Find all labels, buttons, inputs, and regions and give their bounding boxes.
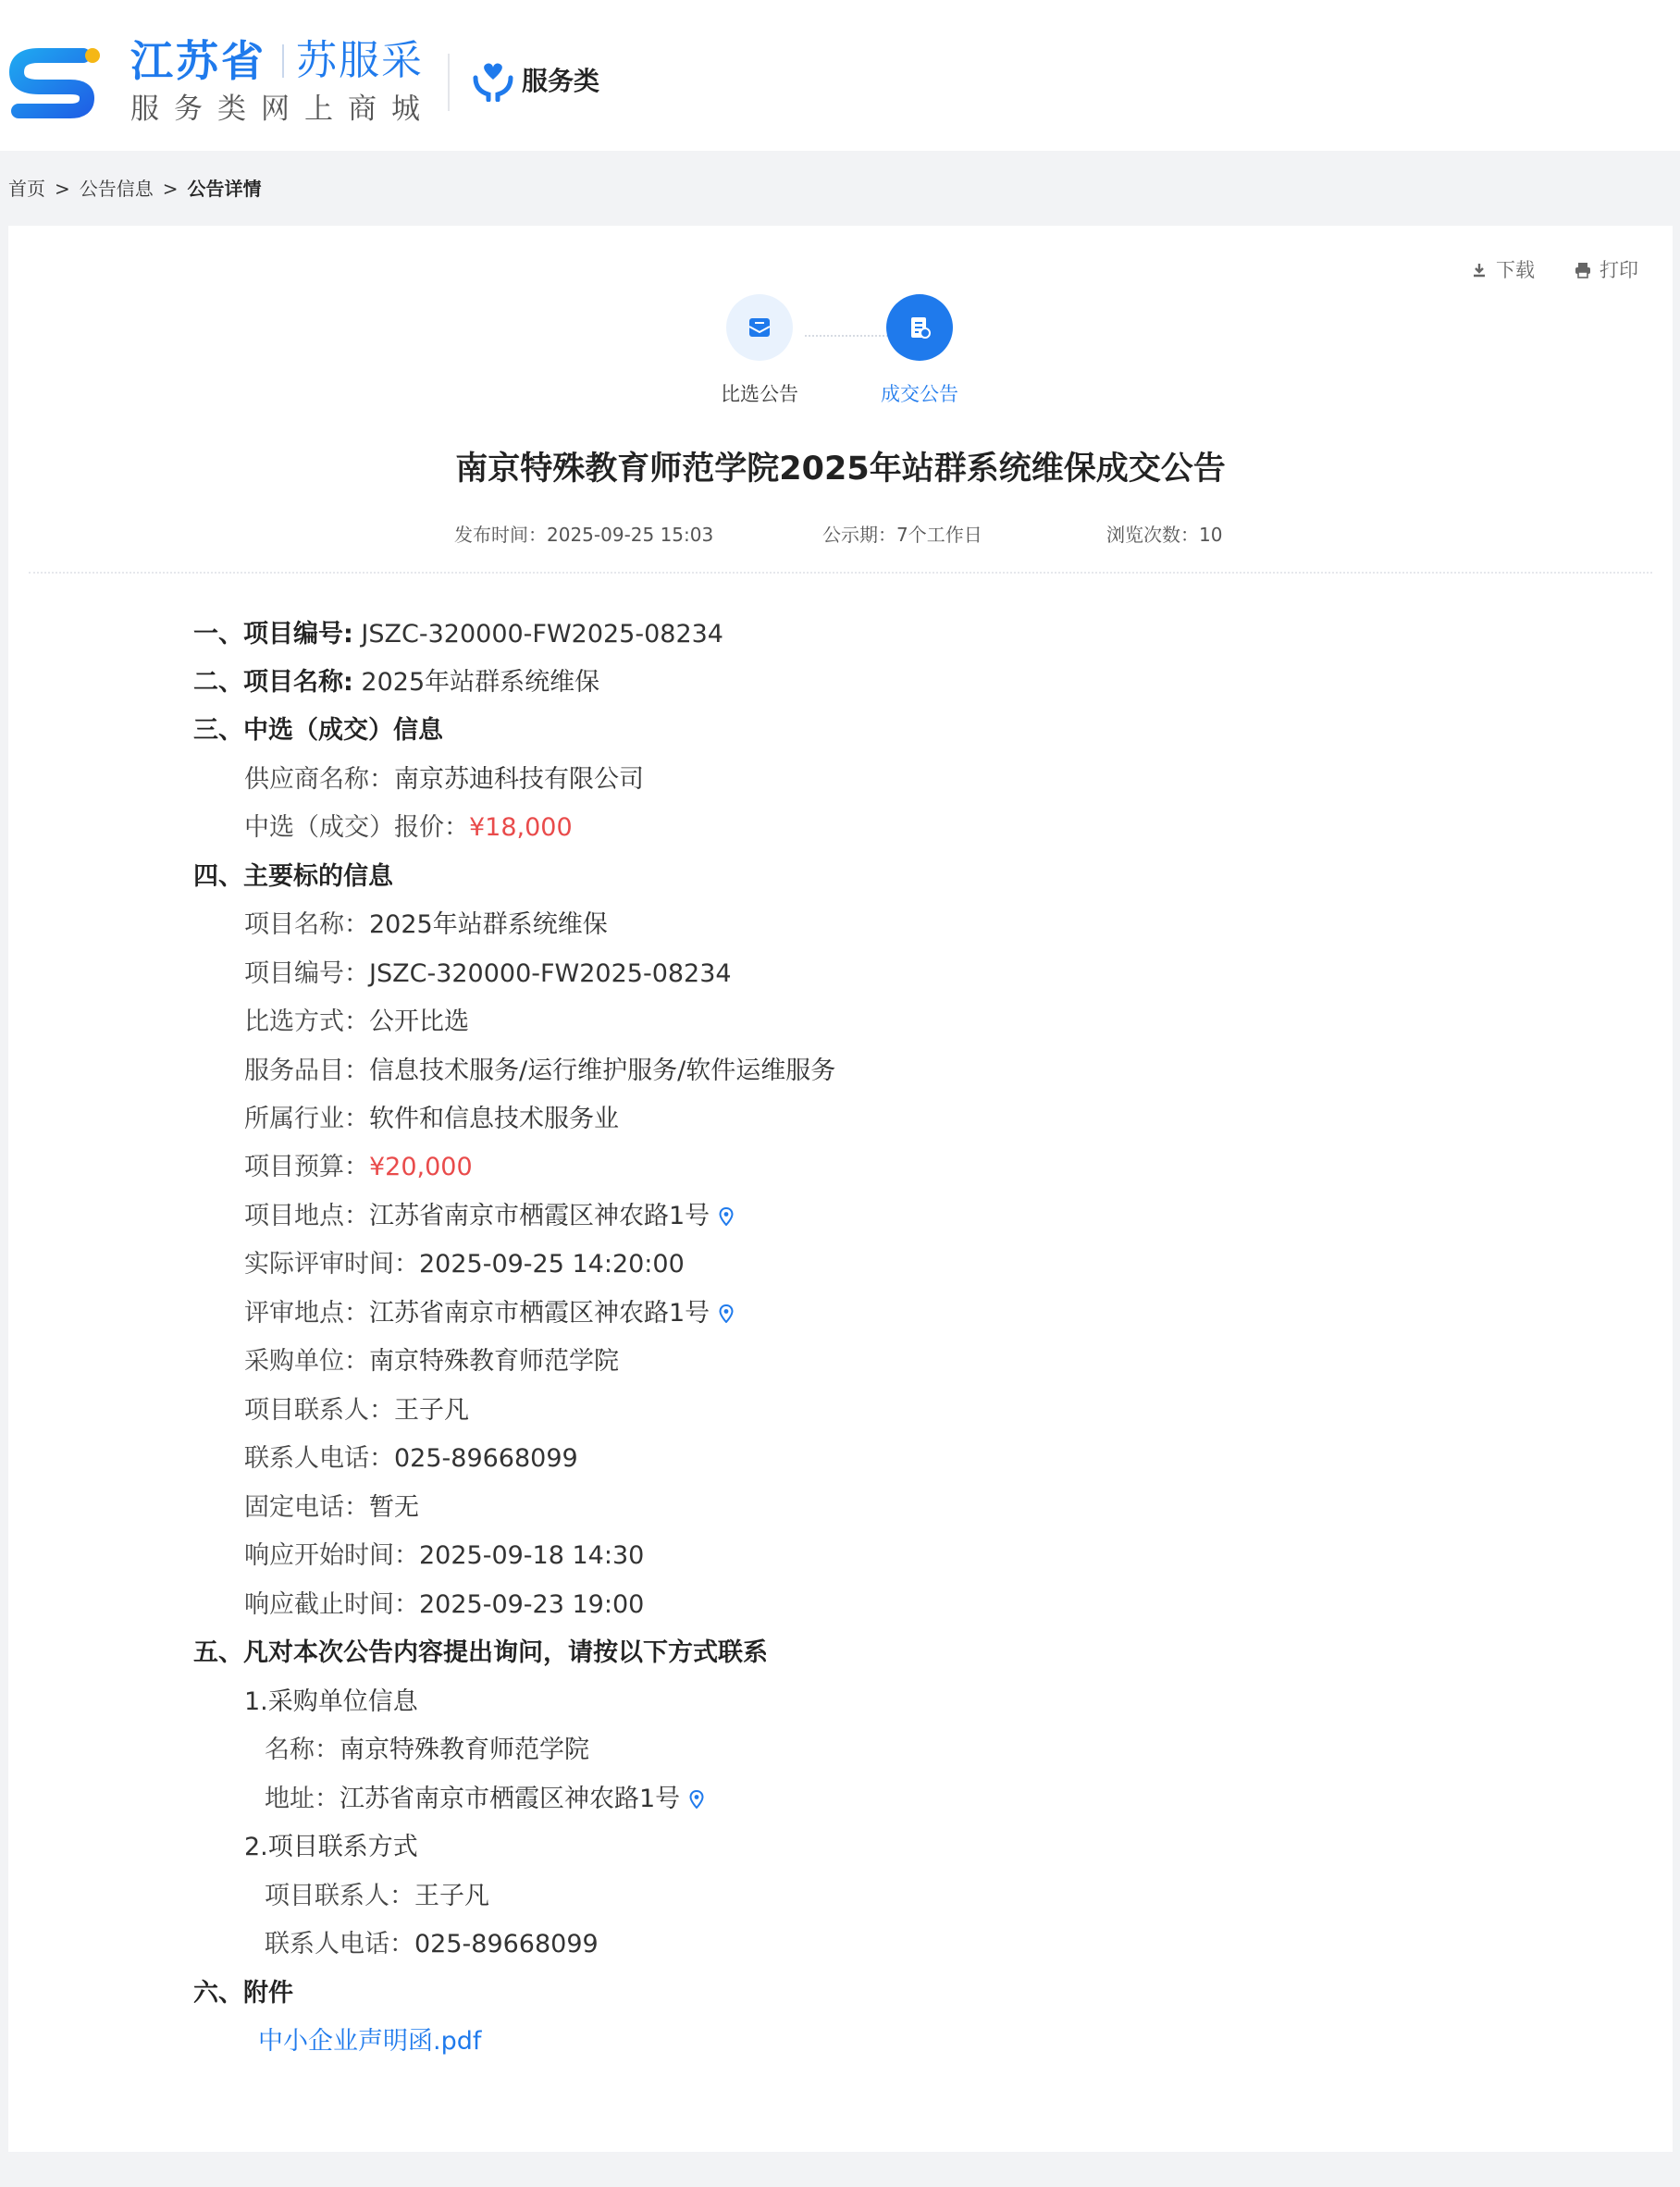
section-main-target-heading: 四、主要标的信息 [193,862,393,891]
target-item-row: 项目地点：江苏省南京市栖霞区神农路1号 [244,1198,734,1235]
publicity-period: 公示期：7个工作日 [822,524,982,546]
project-phone-row: 联系人电话：025-89668099 [265,1930,599,1958]
attachment-row [258,2023,481,2060]
site-logo-icon[interactable] [7,37,104,124]
service-hands-icon [472,59,514,102]
field-key: 供应商名称： [244,765,394,794]
purchaser-info-subheading: 1.采购单位信息 [244,1687,418,1716]
document-icon [906,314,933,341]
publish-time: 发布时间：2025-09-25 15:03 [454,524,714,546]
target-item-row: 项目联系人：王子凡 [244,1396,469,1425]
step-deal-notice[interactable] [855,294,984,407]
mail-icon [746,314,773,341]
logo-brand: 苏服采 [296,37,424,84]
service-category-label[interactable]: 服务类 [522,66,600,96]
location-pin-icon[interactable] [719,1207,734,1226]
location-pin-icon[interactable] [719,1304,734,1323]
section-heading: 一、项目编号: [193,620,353,649]
section-deal-info-heading: 三、中选（成交）信息 [193,716,443,745]
logo-separator [282,44,284,78]
section-heading: 二、项目名称: [193,668,353,697]
print-label: 打印 [1600,259,1638,281]
target-item-row: 联系人电话：025-89668099 [244,1444,578,1473]
printer-icon [1574,261,1592,279]
purchaser-name-row: 名称：南京特殊教育师范学院 [265,1736,589,1764]
field-key: 中选（成交）报价： [244,813,469,842]
site-header [0,0,1680,151]
section-value: JSZC-320000-FW2025-08234 [361,620,723,649]
logo-title: 江苏省 [130,36,266,86]
field-value: ¥18,000 [469,813,573,842]
notice-card [8,226,1673,2152]
location-pin-icon[interactable] [689,1790,704,1809]
target-item-row: 项目预算：¥20,000 [244,1153,473,1181]
step-label: 比选公告 [721,383,798,405]
print-button[interactable] [1574,257,1638,283]
target-item-row: 固定电话：暂无 [244,1493,419,1522]
target-item-row: 响应开始时间：2025-09-18 14:30 [244,1541,645,1570]
notice-title: 南京特殊教育师范学院2025年站群系统维保成交公告 [455,451,1226,488]
target-item-row: 评审地点：江苏省南京市栖霞区神农路1号 [244,1295,734,1332]
target-item-row: 比选方式：公开比选 [244,1007,469,1036]
download-label: 下载 [1496,259,1535,281]
step-label: 成交公告 [881,383,958,405]
target-item-row: 响应截止时间：2025-09-23 19:00 [244,1590,645,1619]
breadcrumb-notices[interactable]: 公告信息 [79,178,154,200]
field-value: 南京苏迪科技有限公司 [394,765,644,794]
deal-price-row [244,809,573,846]
logo-subtitle: 服务类网上商城 [130,93,435,126]
breadcrumb-separator: > [55,178,70,200]
breadcrumb-separator: > [162,178,179,200]
supplier-name-row [244,761,644,798]
target-item-row: 项目名称：2025年站群系统维保 [244,910,608,939]
target-item-row: 采购单位：南京特殊教育师范学院 [244,1347,619,1376]
project-contact-row: 项目联系人：王子凡 [265,1882,489,1910]
target-item-row: 实际评审时间：2025-09-25 14:20:00 [244,1250,685,1279]
step-circle [726,294,793,361]
section-value: 2025年站群系统维保 [361,668,600,697]
project-contact-subheading: 2.项目联系方式 [244,1833,418,1861]
target-item-row: 项目编号：JSZC-320000-FW2025-08234 [244,959,732,988]
breadcrumb-current: 公告详情 [187,178,262,200]
step-circle [886,294,953,361]
section-attachments-heading: 六、附件 [193,1979,293,2008]
target-item-row: 服务品目：信息技术服务/运行维护服务/软件运维服务 [244,1056,836,1085]
attachment-link[interactable]: 中小企业声明函.pdf [258,2027,482,2056]
step-bidding-notice[interactable] [695,294,824,407]
title-divider [29,572,1652,574]
breadcrumb-home[interactable]: 首页 [8,178,45,200]
section-contact-heading: 五、凡对本次公告内容提出询问，请按以下方式联系 [193,1638,768,1667]
breadcrumb [8,176,262,202]
purchaser-address-row: 地址：江苏省南京市栖霞区神农路1号 [265,1781,704,1818]
view-count: 浏览次数：10 [1106,524,1223,546]
target-item-row: 所属行业：软件和信息技术服务业 [244,1105,619,1133]
download-icon [1470,261,1489,279]
section-project-number [193,616,723,653]
download-button[interactable] [1470,257,1535,283]
header-divider [448,54,450,111]
section-project-name [193,664,599,701]
